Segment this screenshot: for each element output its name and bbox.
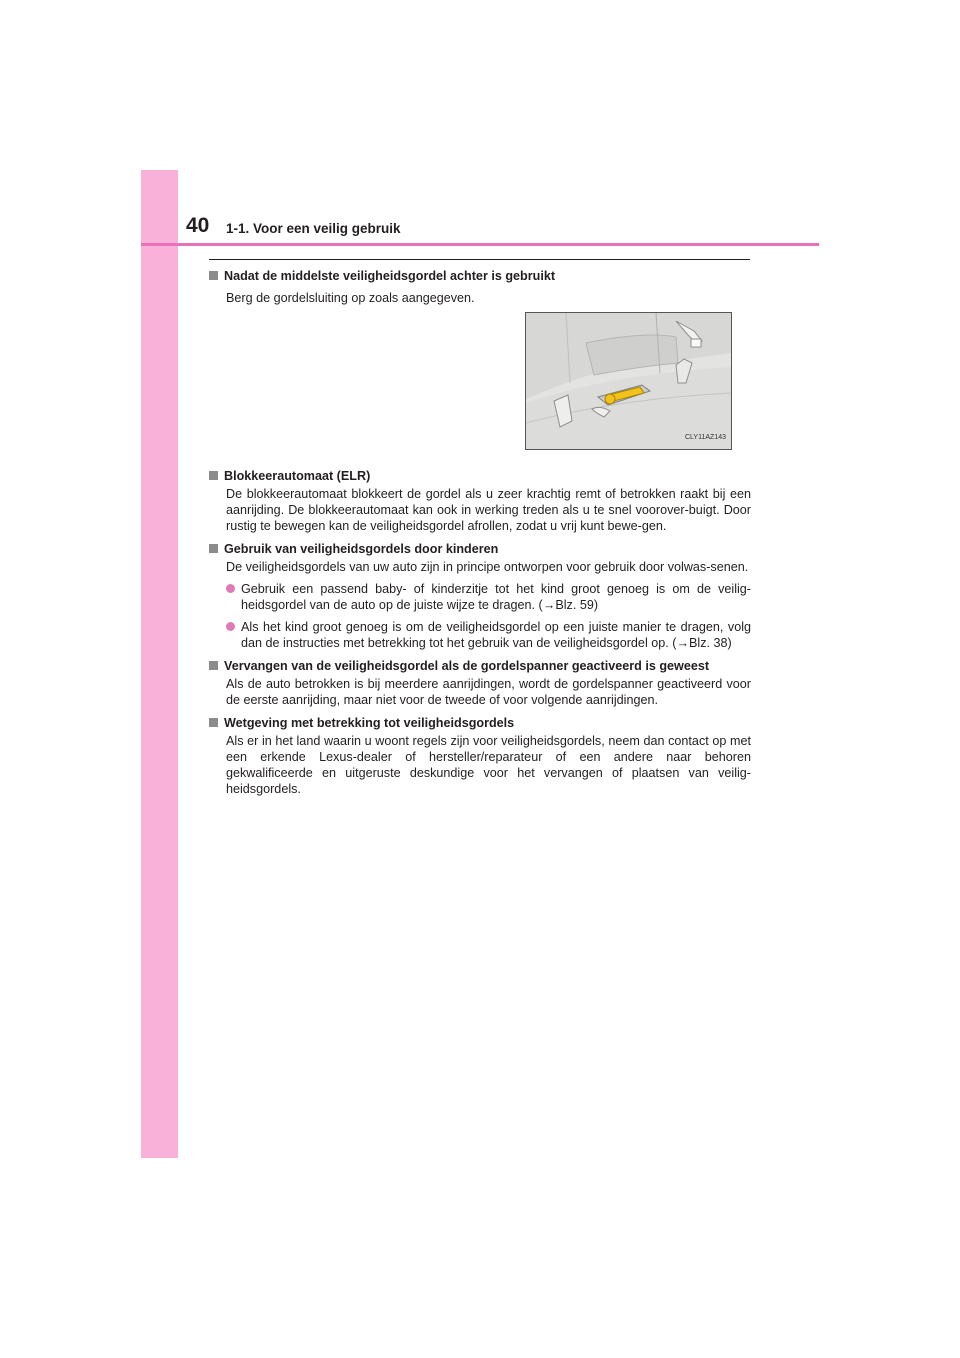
section-children (209, 541, 751, 651)
seat-belt-storage-illustration (525, 312, 732, 450)
content-top-rule (209, 259, 750, 260)
list-item-text: Gebruik een passend baby- of kinderzitje tot het kind groot genoeg is om de veilig-heidsgordel van de auto op de juiste wijze te dragen. (→Blz. 59) (241, 582, 751, 612)
heading-text: Blokkeerautomaat (ELR) (224, 469, 371, 483)
rear-seat-icon (526, 313, 731, 449)
chapter-side-band (141, 170, 178, 1158)
heading-replace (209, 658, 751, 674)
body-text: De blokkeerautomaat blokkeert de gordel als u zeer krachtig remt of betrokken raakt bij een aanrijding. De blokkeerautomaat kan ook in werking treden als u te snel voorover-buigt. Door rustig te bewegen kan de veiligheidsgordel afrollen, zodat u vrij kunt bewe-gen. (226, 487, 751, 533)
heading-elr (209, 468, 751, 484)
round-bullet-icon (226, 584, 235, 593)
section-elr (209, 468, 751, 534)
square-bullet-icon (209, 544, 218, 553)
square-bullet-icon (209, 661, 218, 670)
body-text: Als de auto betrokken is bij meerdere aanrijdingen, wordt de gordelspanner geactiveerd voor de eerste aanrijding, maar niet voor de tweede of voor volgende aanrijdingen. (226, 677, 751, 707)
heading-text: Vervangen van de veiligheidsgordel als de gordelspanner geactiveerd is geweest (224, 659, 710, 673)
heading-legislation (209, 715, 751, 731)
body-text: Berg de gordelsluiting op zoals aangegeven. (226, 291, 475, 305)
heading-text: Wetgeving met betrekking tot veiligheidsgordels (224, 716, 515, 730)
round-bullet-icon (226, 622, 235, 631)
list-item (209, 581, 751, 613)
page-number: 40 (186, 214, 210, 237)
section-title: 1-1. Voor een veilig gebruik (226, 221, 401, 236)
figure-row (209, 286, 751, 461)
list-item (209, 619, 751, 651)
header-rule (141, 243, 819, 246)
body-text: De veiligheidsgordels van uw auto zijn in principe ontworpen voor gebruik door volwas-senen. (226, 560, 749, 574)
heading-children (209, 541, 751, 557)
heading-text: Nadat de middelste veiligheidsgordel achter is gebruikt (224, 269, 556, 283)
section-legislation (209, 715, 751, 797)
list-item-text: Als het kind groot genoeg is om de veiligheidsgordel op een juiste manier te dragen, volg dan de instructies met betrekking tot het gebruik van de veiligheidsgordel op. (→Blz. 38) (241, 620, 751, 650)
square-bullet-icon (209, 271, 218, 280)
figure-code: CLY11AZ143 (685, 434, 726, 441)
section-replace (209, 658, 751, 708)
heading-after-middle-belt (209, 268, 751, 284)
square-bullet-icon (209, 718, 218, 727)
body-text: Als er in het land waarin u woont regels zijn voor veiligheidsgordels, neem dan contact op met een erkende Lexus-dealer of hersteller/reparateur of een andere naar behoren gekwalificeerde en uitgeruste deskundige voor het vervangen of plaatsen van veilig-heidsgordels. (226, 734, 751, 796)
square-bullet-icon (209, 471, 218, 480)
heading-text: Gebruik van veiligheidsgordels door kinderen (224, 542, 499, 556)
page-content (209, 268, 751, 797)
